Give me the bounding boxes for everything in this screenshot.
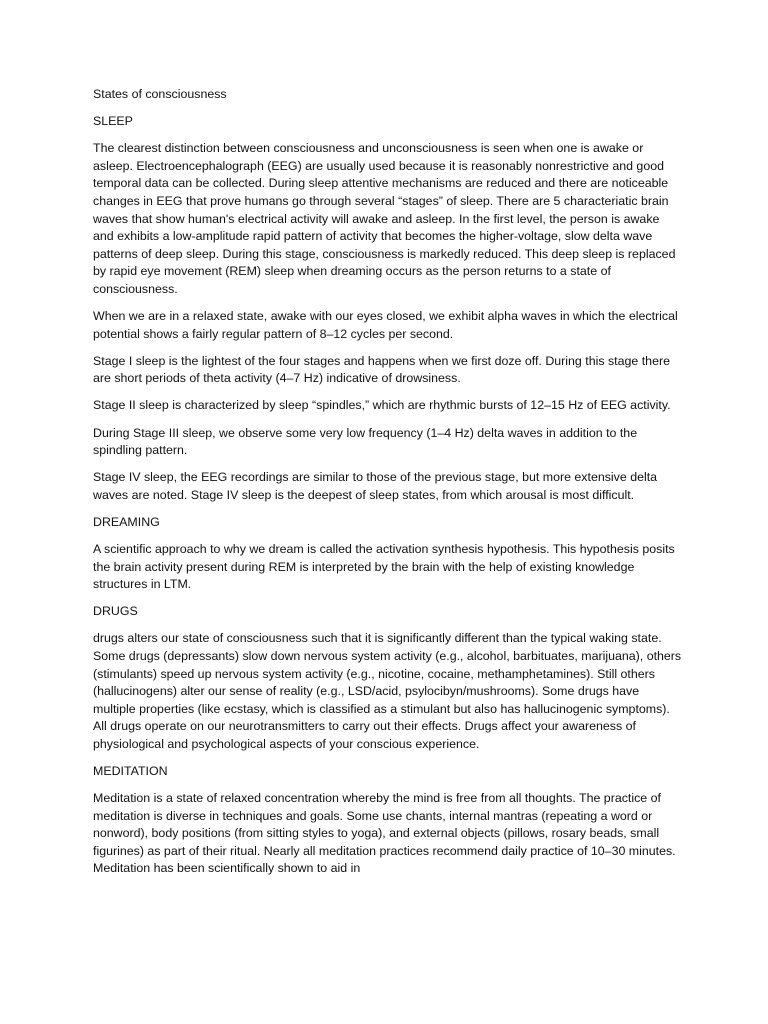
paragraph-sleep-2: When we are in a relaxed state, awake with our eyes closed, we exhibit alpha waves in which the electrical potential shows a fairly regular pattern of 8–12 cycles per second. — [93, 309, 678, 341]
paragraph-sleep-3: Stage I sleep is the lightest of the four stages and happens when we first doze off. During this stage there are short periods of theta activity (4–7 Hz) indicative of drowsiness. — [93, 353, 670, 386]
section-heading-dreaming: DREAMING — [93, 514, 160, 529]
paragraph-meditation-1: Meditation is a state of relaxed concentration whereby the mind is free from all thoughts. The practice of meditation is diverse in techniques and goals. Some use chants, internal mantras (repeating a word or nonword), body positions (from sitting styles to yoga), and external objects (pillows, rosary beads, small figurines) as part of their ritual. Nearly all meditation practices recommend daily practice of 10–30 minutes. Meditation has been scientifically shown to aid in — [93, 791, 676, 876]
section-heading-sleep: SLEEP — [93, 114, 133, 129]
section-heading-drugs: DRUGS — [93, 604, 138, 619]
paragraph-drugs-1: drugs alters our state of consciousness such that it is significantly different than the typical waking state. Some drugs (depressants) slow down nervous system activity (e.g., alcohol, barbituates, marijuana), others (stimulants) speed up nervous system activity (e.g., nicotine, cocaine, methamphetamines). Still others (hallucinogens) alter our sense of reality (e.g., LSD/acid, psylocibyn/mushrooms). Some drugs have multiple properties (like ecstasy, which is classified as a stimulant but also has hallucinogenic symptoms). All drugs operate on our neurotransmitters to carry out their effects. Drugs affect your awareness of physiological and psychological aspects of your conscious experience. — [93, 631, 682, 751]
paragraph-sleep-5: During Stage III sleep, we observe some very low frequency (1–4 Hz) delta waves in addition to the spindling pattern. — [93, 425, 638, 458]
paragraph-sleep-6: Stage IV sleep, the EEG recordings are similar to those of the previous stage, but more extensive delta waves are noted. Stage IV sleep is the deepest of sleep states, from which arousal is most difficult. — [93, 470, 658, 502]
document-title: States of consciousness — [93, 87, 227, 101]
document-page — [93, 86, 683, 888]
section-heading-meditation: MEDITATION — [93, 764, 168, 778]
paragraph-sleep-1: The clearest distinction between consciousness and unconsciousness is seen when one is awake or asleep. Electroencephalograph (EEG) are usually used because it is reasonably nonrestrictive and good temporal data can be collected. During sleep attentive mechanisms are reduced and there are noticeable changes in EEG that prove humans go through several “stages” of sleep. There are 5 characteriatic brain waves that show human's electrical activity will awake and asleep. In the first level, the person is awake and exhibits a low-amplitude rapid pattern of activity that becomes the higher-voltage, slow delta wave patterns of deep sleep. During this stage, consciousness is markedly reduced. This deep sleep is replaced by rapid eye movement (REM) sleep when dreaming occurs as the person returns to a state of consciousness. — [93, 141, 676, 296]
paragraph-dreaming-1: A scientific approach to why we dream is called the activation synthesis hypothesis. This hypothesis posits the brain activity present during REM is interpreted by the brain with the help of existing knowledge structures in LTM. — [93, 541, 675, 592]
paragraph-sleep-4: Stage II sleep is characterized by sleep “spindles,” which are rhythmic bursts of 12–15 Hz of EEG activity. — [93, 398, 671, 413]
